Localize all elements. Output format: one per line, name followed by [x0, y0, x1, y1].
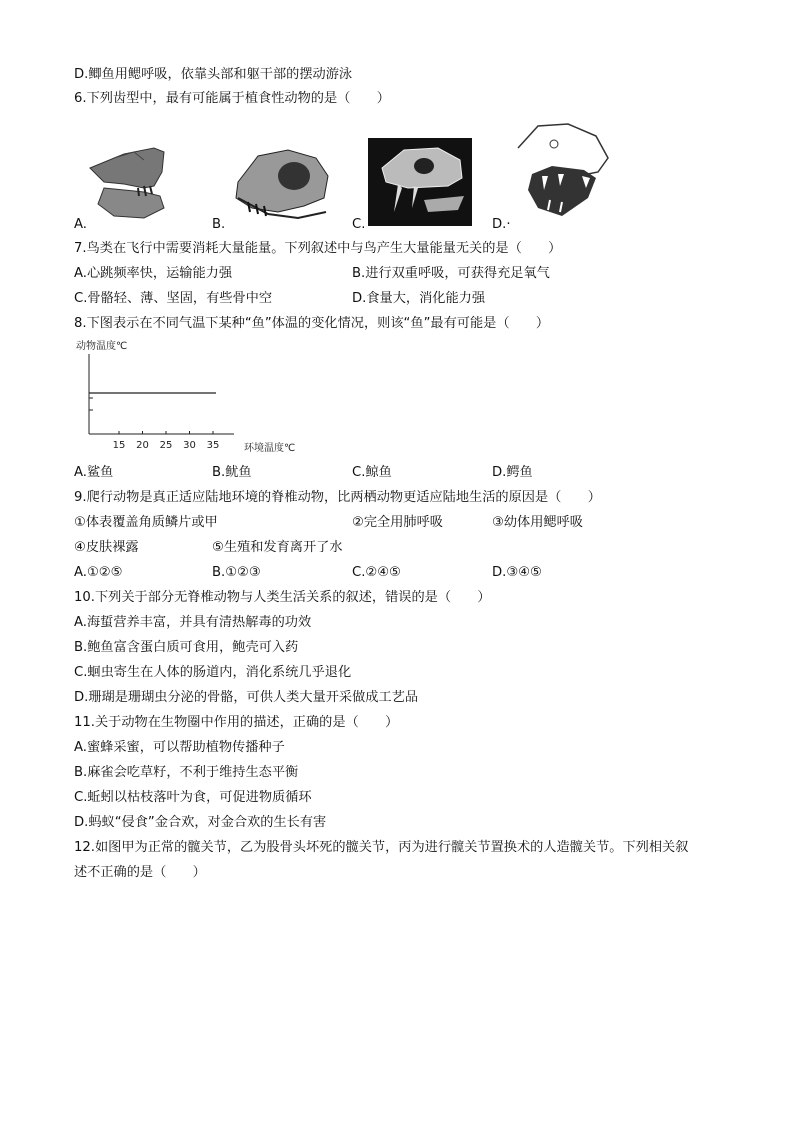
q9-item-2: ②完全用肺呼吸 — [352, 515, 443, 530]
q9-option-d: D.③④⑤ — [492, 565, 542, 580]
q9-item-3: ③幼体用鳃呼吸 — [492, 515, 583, 530]
q11-option-b: B.麻雀会吃草籽，不利于维持生态平衡 — [74, 765, 299, 780]
q7-option-d: D.食量大，消化能力强 — [352, 291, 486, 306]
q6-option-d: D.· — [492, 217, 511, 232]
x-tick-label: 15 — [112, 440, 126, 451]
q6-stem: 6.下列齿型中，最有可能属于植食性动物的是（ ） — [74, 91, 390, 106]
q6-option-a: A. — [74, 217, 87, 232]
x-tick-label: 30 — [183, 440, 196, 451]
q10-option-b: B.鲍鱼富含蛋白质可食用，鲍壳可入药 — [74, 640, 299, 655]
q6-option-b: B. — [212, 217, 226, 232]
chart-x-label: 环境温度℃ — [244, 443, 296, 454]
x-tick-label: 35 — [206, 440, 220, 451]
q9-stem: 9.爬行动物是真正适应陆地环境的脊椎动物，比两栖动物更适应陆地生活的原因是（ ） — [74, 490, 601, 505]
q11-option-c: C.蚯蚓以枯枝落叶为食，可促进物质循环 — [74, 790, 312, 805]
q10-option-d: D.珊瑚是珊瑚虫分泌的骨骼，可供人类大量开采做成工艺品 — [74, 690, 419, 705]
q6-option-c: C. — [352, 217, 366, 232]
q7-option-a: A.心跳频率快，运输能力强 — [74, 266, 233, 281]
q9-option-c: C.②④⑤ — [352, 565, 401, 580]
q9-option-a: A.①②⑤ — [74, 565, 123, 580]
q12-stem-line2: 述不正确的是（ ） — [74, 865, 206, 880]
q12-stem-line1: 12.如图甲为正常的髋关节，乙为股骨头坏死的髋关节，丙为进行髋关节置换术的人造髋关节。下列相关叙 — [74, 840, 689, 855]
q9-item-4: ④皮肤裸露 — [74, 540, 139, 555]
q8-option-d: D.鳄鱼 — [492, 465, 533, 480]
skull-image-b — [228, 142, 332, 226]
body-temperature-chart — [72, 336, 312, 458]
q10-option-a: A.海蜇营养丰富，并具有清热解毒的功效 — [74, 615, 312, 630]
q10-stem: 10.下列关于部分无脊椎动物与人类生活关系的叙述，错误的是（ ） — [74, 590, 491, 605]
q7-option-c: C.骨骼轻、薄、坚固，有些骨中空 — [74, 291, 273, 306]
q11-stem: 11.关于动物在生物圈中作用的描述，正确的是（ ） — [74, 715, 399, 730]
q10-option-c: C.蛔虫寄生在人体的肠道内，消化系统几乎退化 — [74, 665, 352, 680]
x-tick-label: 20 — [136, 440, 149, 451]
skull-image-c — [368, 138, 472, 226]
skull-image-d — [508, 118, 614, 226]
q5-option-d: D.鲫鱼用鳃呼吸，依靠头部和躯干部的摆动游泳 — [74, 67, 353, 82]
skull-image-a — [84, 138, 180, 226]
q8-option-c: C.鲸鱼 — [352, 465, 392, 480]
q7-stem: 7.鸟类在飞行中需要消耗大量能量。下列叙述中与鸟产生大量能量无关的是（ ） — [74, 241, 562, 256]
q9-item-1: ①体表覆盖角质鳞片或甲 — [74, 515, 218, 530]
q7-option-b: B.进行双重呼吸，可获得充足氧气 — [352, 266, 550, 281]
q11-option-d: D.蚂蚁“侵食”金合欢，对金合欢的生长有害 — [74, 815, 327, 830]
q11-option-a: A.蜜蜂采蜜，可以帮助植物传播种子 — [74, 740, 285, 755]
q8-option-b: B.鱿鱼 — [212, 465, 252, 480]
q8-option-a: A.鲨鱼 — [74, 465, 114, 480]
q9-item-5: ⑤生殖和发育离开了水 — [212, 540, 343, 555]
chart-y-label: 动物温度℃ — [76, 341, 128, 352]
x-tick-label: 25 — [159, 440, 173, 451]
q8-stem: 8.下图表示在不同气温下某种“鱼”体温的变化情况，则该“鱼”最有可能是（ ） — [74, 316, 550, 331]
q9-option-b: B.①②③ — [212, 565, 261, 580]
